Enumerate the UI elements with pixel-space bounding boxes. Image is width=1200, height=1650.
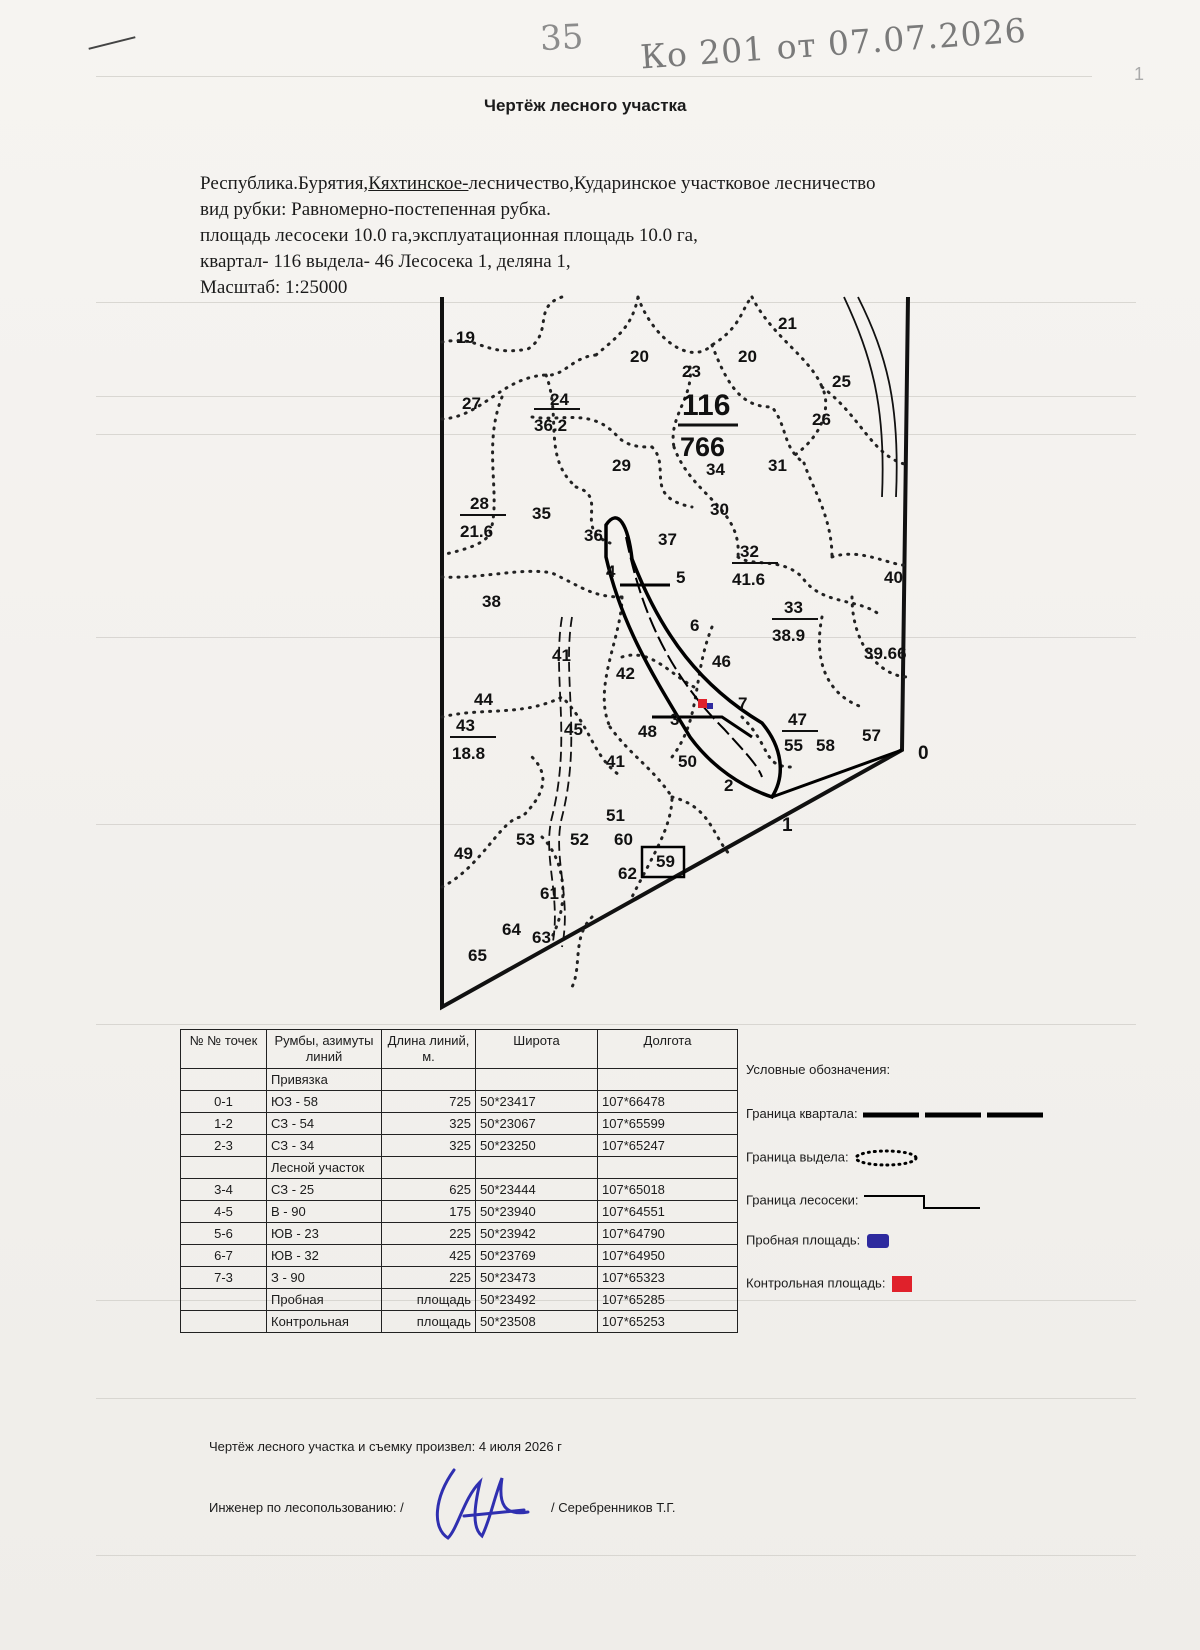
column-header-bearings: Румбы, азимуты линий <box>267 1030 382 1069</box>
map-label-60: 60 <box>614 830 633 849</box>
table-row <box>181 1267 738 1289</box>
map-label-40: 40 <box>884 568 903 587</box>
handwritten-mark <box>88 36 135 50</box>
header-line-region <box>200 171 875 197</box>
map-label-28: 28 <box>470 494 489 513</box>
cell-length: 325 <box>382 1113 476 1135</box>
survey-author-note: Чертёж лесного участка и съемку произвел: 4 июля 2026 г <box>209 1439 562 1454</box>
cell-length <box>382 1157 476 1179</box>
table-row <box>181 1245 738 1267</box>
map-label-point-0: 0 <box>918 743 929 764</box>
cell-length: 325 <box>382 1135 476 1157</box>
cell-latitude: 50*23473 <box>476 1267 598 1289</box>
cell-length: площадь <box>382 1289 476 1311</box>
control-plot-marker <box>698 699 707 708</box>
header-line-scale: Масштаб: 1:25000 <box>200 277 348 298</box>
cell-bearing: З - 90 <box>267 1267 382 1289</box>
table-row <box>181 1179 738 1201</box>
map-label-48: 48 <box>638 722 657 741</box>
legend-quarter-label: Граница квартала: <box>746 1106 858 1121</box>
cell-longitude: 107*64790 <box>598 1223 738 1245</box>
bleed-through-line <box>96 1398 1136 1399</box>
map-label-quarter-116: 116 <box>682 389 731 422</box>
map-label-41: 41 <box>552 646 571 665</box>
cell-bearing: СЗ - 54 <box>267 1113 382 1135</box>
cell-length: 225 <box>382 1223 476 1245</box>
legend-allotment-label: Граница выдела: <box>746 1149 849 1165</box>
map-label-49: 49 <box>454 844 473 863</box>
map-label-20: 20 <box>630 347 649 366</box>
plot-header <box>200 171 875 301</box>
cell-latitude: 50*23769 <box>476 1245 598 1267</box>
legend-control-row <box>746 1274 917 1294</box>
cell-latitude: 50*23508 <box>476 1311 598 1333</box>
table-row <box>181 1223 738 1245</box>
table-row <box>181 1135 738 1157</box>
map-label-point-7: 7 <box>738 694 748 713</box>
cell-length: 425 <box>382 1245 476 1267</box>
map-label-41-6: 41.6 <box>732 570 766 589</box>
cell-longitude: 107*65599 <box>598 1113 738 1135</box>
cell-bearing: ЮВ - 32 <box>267 1245 382 1267</box>
cell-latitude: 50*23940 <box>476 1201 598 1223</box>
table-row <box>181 1311 738 1333</box>
column-header-latitude: Широта <box>476 1030 598 1069</box>
cutting-boundary-icon <box>862 1190 982 1212</box>
cell-bearing: В - 90 <box>267 1201 382 1223</box>
cell-length: 725 <box>382 1091 476 1113</box>
column-header-points: № № точек <box>181 1030 267 1069</box>
cell-point: 6-7 <box>181 1245 267 1267</box>
cell-point <box>181 1069 267 1091</box>
cell-length: 625 <box>382 1179 476 1201</box>
map-label-61: 61 <box>540 884 559 903</box>
map-label-44: 44 <box>474 690 493 709</box>
map-label-46: 46 <box>712 652 731 671</box>
cell-latitude: 50*23417 <box>476 1091 598 1113</box>
legend-trial-label: Пробная площадь: <box>746 1232 861 1248</box>
cell-latitude: 50*23250 <box>476 1135 598 1157</box>
cell-point: 7-3 <box>181 1267 267 1289</box>
column-header-longitude: Долгота <box>598 1030 738 1069</box>
map-label-52: 52 <box>570 830 589 849</box>
map-label-point-2: 2 <box>724 776 734 795</box>
map-label-62: 62 <box>618 864 637 883</box>
map-label-57: 57 <box>862 726 881 745</box>
cell-longitude: 107*64950 <box>598 1245 738 1267</box>
engineer-name: / Серебренников Т.Г. <box>551 1500 676 1515</box>
bleed-through-line <box>96 76 1092 77</box>
map-label-63: 63 <box>532 928 551 947</box>
legend-quarter-row <box>746 1106 1051 1121</box>
document-title: Чертёж лесного участка <box>484 96 687 115</box>
legend-allotment-row <box>746 1148 922 1168</box>
map-label-766: 766 <box>680 432 726 462</box>
map-label-29: 29 <box>612 456 631 475</box>
map-label-38: 38 <box>482 592 501 611</box>
map-label-45: 45 <box>564 720 583 739</box>
plot-segment-7-3 <box>652 717 752 737</box>
map-label-36: 36 <box>584 526 603 545</box>
cell-latitude <box>476 1069 598 1091</box>
trial-plot-marker <box>707 703 713 709</box>
cell-point: 4-5 <box>181 1201 267 1223</box>
cell-point <box>181 1289 267 1311</box>
table-row <box>181 1091 738 1113</box>
legend-control-label: Контрольная площадь: <box>746 1275 886 1291</box>
map-label-37: 37 <box>658 530 677 549</box>
bleed-through-line <box>96 1555 1136 1556</box>
cell-longitude: 107*65247 <box>598 1135 738 1157</box>
map-label-50: 50 <box>678 752 697 771</box>
cell-point: 2-3 <box>181 1135 267 1157</box>
cell-bearing: Контрольная <box>267 1311 382 1333</box>
cell-point: 0-1 <box>181 1091 267 1113</box>
cell-bearing: ЮВ - 23 <box>267 1223 382 1245</box>
map-label-30: 30 <box>710 500 729 519</box>
legend-title: Условные обозначения: <box>746 1062 891 1077</box>
map-label-42: 42 <box>616 664 635 683</box>
cell-point <box>181 1311 267 1333</box>
cell-latitude <box>476 1157 598 1179</box>
forest-plot-map <box>442 297 929 1031</box>
map-label-59: 59 <box>656 852 675 871</box>
map-label-25: 25 <box>832 372 851 391</box>
cell-length: 225 <box>382 1267 476 1289</box>
cell-longitude <box>598 1157 738 1179</box>
cell-bearing: Пробная <box>267 1289 382 1311</box>
cell-point: 1-2 <box>181 1113 267 1135</box>
map-label-20: 20 <box>738 347 757 366</box>
region-text: Республика.Бурятия, <box>200 173 369 194</box>
map-label-point-6: 6 <box>690 616 700 635</box>
cell-longitude: 107*64551 <box>598 1201 738 1223</box>
map-label-27: 27 <box>462 394 481 413</box>
cell-bearing: Привязка <box>267 1069 382 1091</box>
map-label-21: 21 <box>778 314 797 333</box>
table-row <box>181 1113 738 1135</box>
map-label-23: 23 <box>682 362 701 381</box>
quarter-line-icon <box>861 1110 1051 1120</box>
control-plot-swatch-icon <box>889 1274 917 1294</box>
map-label-65: 65 <box>468 946 487 965</box>
cell-longitude: 107*65285 <box>598 1289 738 1311</box>
header-line-area: площадь лесосеки 10.0 га,эксплуатационная площадь 10.0 га, <box>200 225 698 246</box>
cell-longitude: 107*65018 <box>598 1179 738 1201</box>
cell-bearing: Лесной участок <box>267 1157 382 1179</box>
table-row <box>181 1157 738 1179</box>
map-label-36-2: 36.2 <box>534 416 568 435</box>
quarter-boundary <box>442 297 908 1007</box>
map-label-41: 41 <box>606 752 625 771</box>
cell-latitude: 50*23942 <box>476 1223 598 1245</box>
map-label-43: 43 <box>456 716 475 735</box>
header-line-quarter: квартал- 116 выдела- 46 Лесосека 1, деляна 1, <box>200 251 571 272</box>
map-label-55: 55 <box>784 736 803 755</box>
map-label-33: 33 <box>784 598 803 617</box>
map-label-53: 53 <box>516 830 535 849</box>
cell-point <box>181 1157 267 1179</box>
cell-point: 5-6 <box>181 1223 267 1245</box>
map-label-18-8: 18.8 <box>452 744 486 763</box>
map-label-47: 47 <box>788 710 807 729</box>
cell-latitude: 50*23492 <box>476 1289 598 1311</box>
map-label-point-1: 1 <box>782 815 793 836</box>
legend-cutting-label: Граница лесосеки: <box>746 1192 859 1208</box>
column-header-length: Длина линий, м. <box>382 1030 476 1069</box>
map-label-31: 31 <box>768 456 787 475</box>
map-label-point-5: 5 <box>676 568 686 587</box>
district-text: лесничество,Кударинское участковое лесничество <box>468 173 876 194</box>
handwritten-sheet-number: 35 <box>538 16 585 60</box>
cell-bearing: ЮЗ - 58 <box>267 1091 382 1113</box>
engineer-label: Инженер по лесопользованию: / <box>209 1500 404 1515</box>
cell-length: 175 <box>382 1201 476 1223</box>
cell-length: площадь <box>382 1311 476 1333</box>
allotment-boundary-icon <box>852 1148 922 1168</box>
cell-latitude: 50*23444 <box>476 1179 598 1201</box>
forestry-name: Кяхтинское- <box>368 173 469 194</box>
table-row <box>181 1201 738 1223</box>
map-label-34: 34 <box>706 460 725 479</box>
table-row <box>181 1069 738 1091</box>
map-label-39-66: 39.66 <box>864 644 907 663</box>
legend-trial-row <box>746 1232 892 1250</box>
cell-longitude: 107*65323 <box>598 1267 738 1289</box>
map-label-32: 32 <box>740 542 759 561</box>
cell-bearing: СЗ - 25 <box>267 1179 382 1201</box>
cell-longitude: 107*66478 <box>598 1091 738 1113</box>
map-label-19: 19 <box>456 328 475 347</box>
cell-longitude: 107*65253 <box>598 1311 738 1333</box>
map-label-64: 64 <box>502 920 521 939</box>
cell-bearing: СЗ - 34 <box>267 1135 382 1157</box>
map-label-24: 24 <box>550 390 569 409</box>
trial-plot-swatch-icon <box>864 1232 892 1250</box>
table-row <box>181 1289 738 1311</box>
map-label-51: 51 <box>606 806 625 825</box>
table-header-row <box>181 1030 738 1069</box>
cell-latitude: 50*23067 <box>476 1113 598 1135</box>
map-label-21-6: 21.6 <box>460 522 494 541</box>
legend-cutting-row <box>746 1190 982 1212</box>
cell-length <box>382 1069 476 1091</box>
map-label-point-4: 4 <box>606 562 616 581</box>
map-label-26: 26 <box>812 410 831 429</box>
map-label-38-9: 38.9 <box>772 626 806 645</box>
binding-line <box>772 750 902 797</box>
handwritten-reference: Ко 201 от 07.07.2026 <box>639 10 1028 77</box>
cell-point: 3-4 <box>181 1179 267 1201</box>
coordinates-table <box>180 1029 738 1333</box>
page-number: 1 <box>1133 64 1144 84</box>
handwritten-signature-icon <box>424 1458 534 1548</box>
header-line-cutting-type: вид рубки: Равномерно-постепенная рубка. <box>200 199 551 220</box>
cell-longitude <box>598 1069 738 1091</box>
map-label-35: 35 <box>532 504 551 523</box>
map-label-58: 58 <box>816 736 835 755</box>
map-label-point-3: 3 <box>670 710 680 729</box>
